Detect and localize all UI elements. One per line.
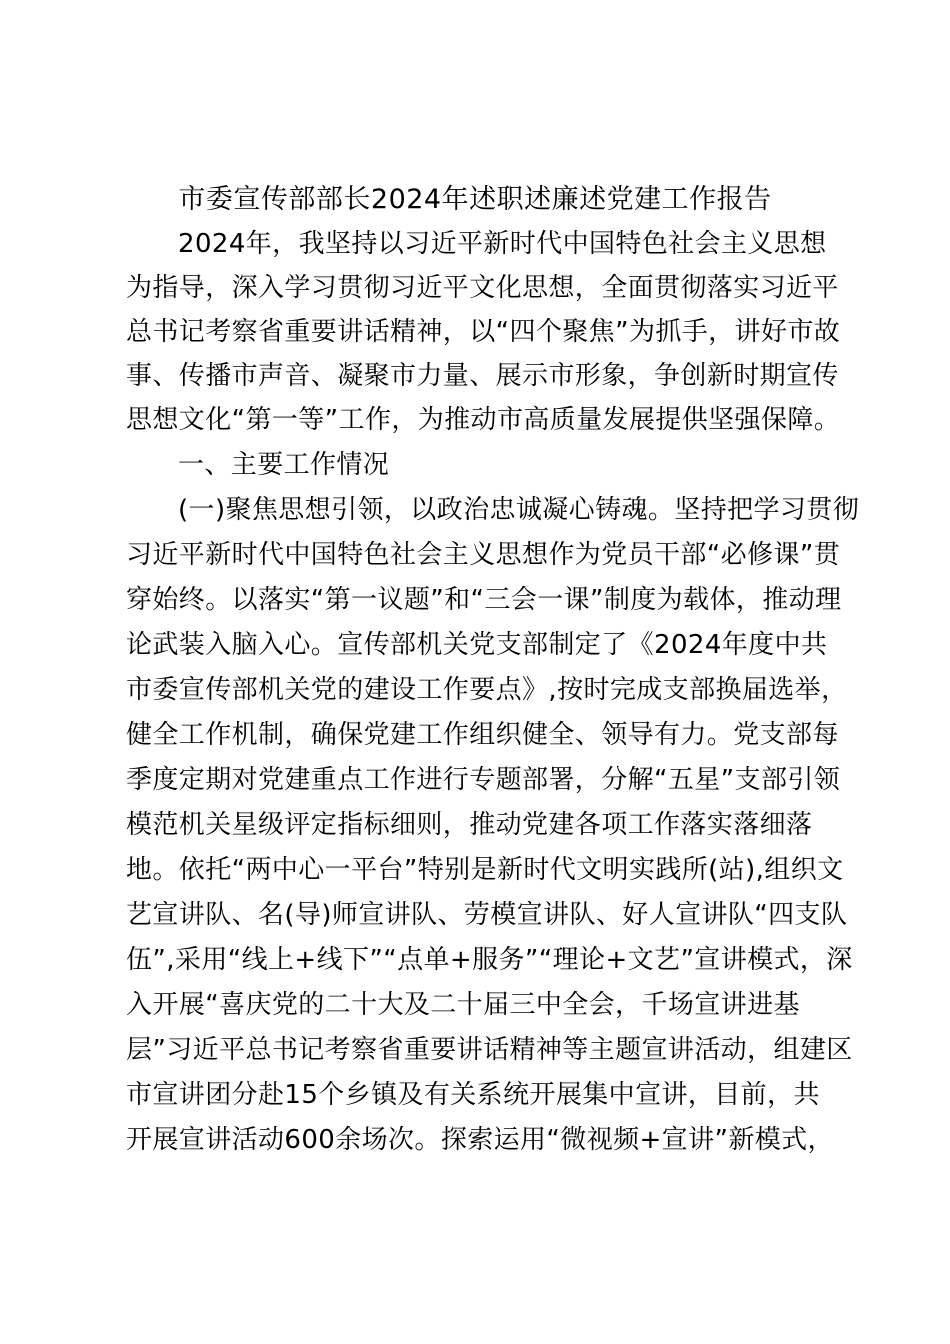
paragraph-line: 地。依托“两中心一平台”特别是新时代文明实践所(站),组织文 [126, 855, 844, 885]
paragraph-line: 总书记考察省重要讲话精神，以“四个聚焦”为抓手，讲好市故 [126, 317, 841, 347]
paragraph-line: 入开展“喜庆党的二十大及二十届三中全会，千场宣讲进基 [126, 990, 800, 1020]
paragraph-line: 2024年，我坚持以习近平新时代中国特色社会主义思想 [178, 229, 827, 259]
paragraph-line: 论武装入脑入心。宣传部机关党支部制定了《2024年度中共 [126, 630, 828, 660]
paragraph-line: (一)聚焦思想引领，以政治忠诚凝心铸魂。坚持把学习贯彻 [178, 495, 860, 525]
paragraph-line: 市宣讲团分赴15个乡镇及有关系统开展集中宣讲，目前，共 [126, 1080, 820, 1110]
document-title: 市委宣传部部长2024年述职述廉述党建工作报告 [178, 184, 772, 215]
paragraph-line: 模范机关星级评定指标细则，推动党建各项工作落实落细落 [126, 810, 813, 840]
paragraph-line: 思想文化“第一等”工作，为推动市高质量发展提供坚强保障。 [126, 405, 841, 435]
paragraph-line: 为指导，深入学习贯彻习近平文化思想，全面贯彻落实习近平 [126, 273, 839, 303]
section-heading: 一、主要工作情况 [178, 450, 390, 480]
paragraph-line: 开展宣讲活动600余场次。探索运用“微视频+宣讲”新模式， [126, 1125, 834, 1155]
paragraph-line: 伍”,采用“线上+线下”“点单+服务”“理论+文艺”宣讲模式，深 [126, 945, 853, 975]
paragraph-line: 事、传播市声音、凝聚市力量、展示市形象，争创新时期宣传 [126, 361, 839, 391]
paragraph-line: 艺宣讲队、名(导)师宣讲队、劳模宣讲队、好人宣讲队“四支队 [126, 900, 848, 930]
paragraph-line: 季度定期对党建重点工作进行专题部署，分解“五星”支部引领 [126, 765, 841, 795]
paragraph-line: 层”习近平总书记考察省重要讲话精神等主题宣讲活动，组建区 [126, 1035, 853, 1065]
paragraph-line: 习近平新时代中国特色社会主义思想作为党员干部“必修课”贯 [126, 540, 841, 570]
paragraph-line: 市委宣传部机关党的建设工作要点》,按时完成支部换届选举， [126, 675, 848, 705]
paragraph-line: 穿始终。以落实“第一议题”和“三会一课”制度为载体，推动理 [126, 585, 842, 615]
paragraph-line: 健全工作机制，确保党建工作组织健全、领导有力。党支部每 [126, 720, 839, 750]
